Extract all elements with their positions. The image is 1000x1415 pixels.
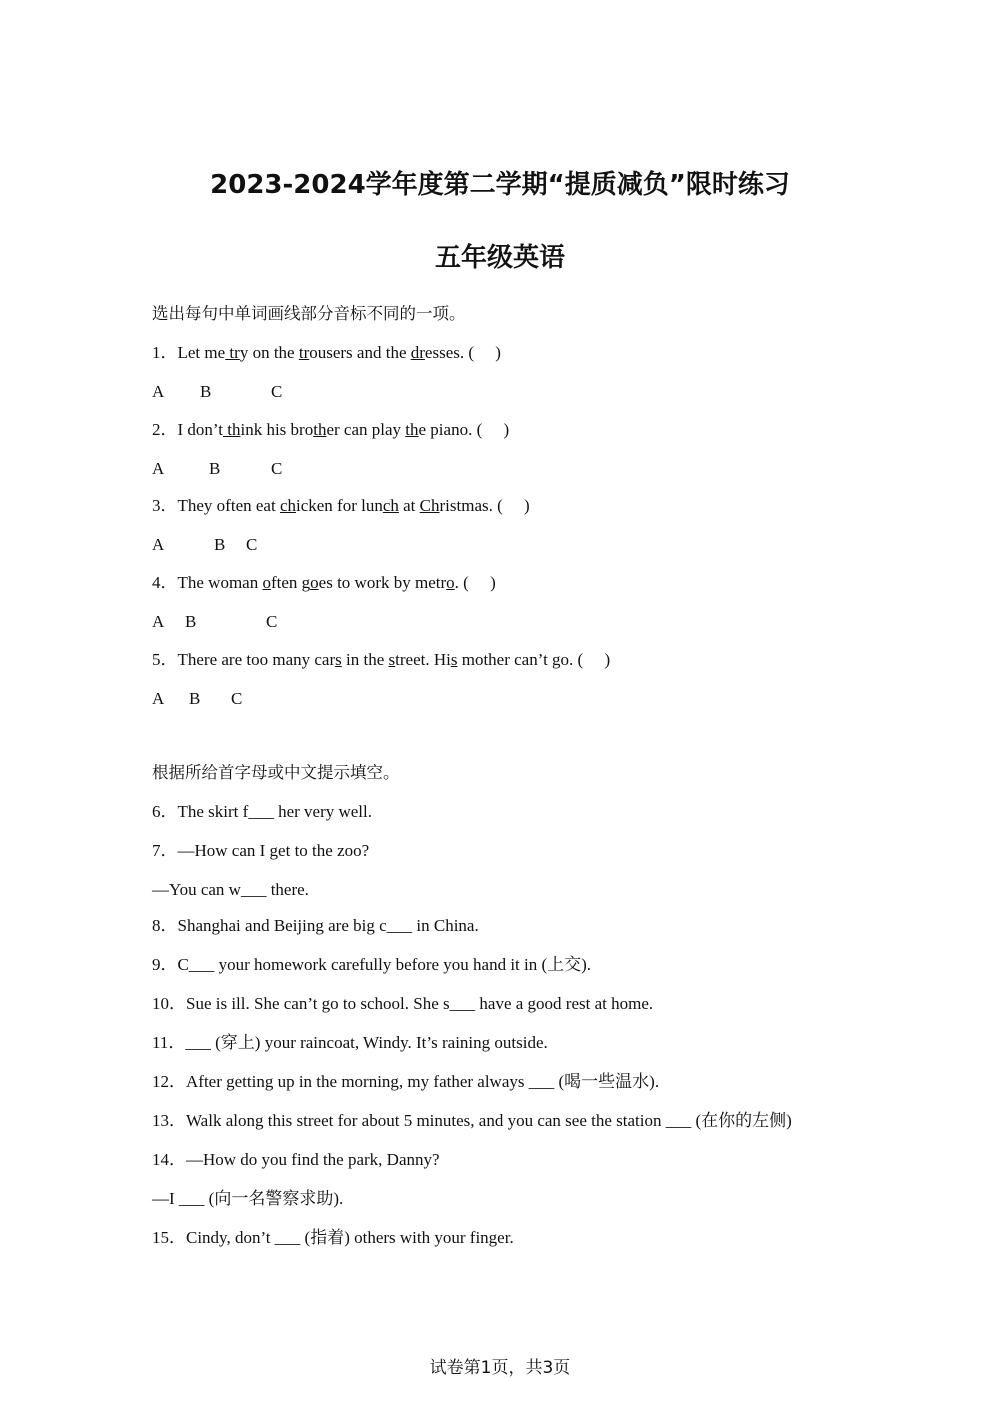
question-line: 6．The skirt f___ her very well. (152, 802, 372, 821)
question-line: 11．___ (穿上) your raincoat, Windy. It’s raining outside. (152, 1033, 548, 1052)
question-5-options (152, 688, 242, 710)
question-2: 2．I don’t think his brother can play the piano. ( ) (152, 420, 510, 439)
section1-instruction: 选出每句中单词画线部分音标不同的一项。 (152, 304, 466, 323)
question-3-options (152, 534, 257, 556)
question-4: 4．The woman often goes to work by metro. ( ) (152, 573, 496, 592)
option-label: A (152, 612, 165, 631)
question-5: 5．There are too many cars in the street. His mother can’t go. ( ) (152, 650, 611, 669)
question-2-options (152, 458, 282, 480)
page-footer: 试卷第1页，共3页 (429, 1358, 571, 1378)
option-label: A (152, 382, 165, 401)
option-label: B (185, 612, 197, 631)
section2-instruction: 根据所给首字母或中文提示填空。 (152, 763, 400, 782)
question-line: 10．Sue is ill. She can’t go to school. She s___ have a good rest at home. (152, 994, 654, 1013)
question-3: 3．They often eat chicken for lunch at Christmas. ( ) (152, 496, 530, 515)
option-label: C (266, 612, 278, 631)
question-4-options (152, 611, 277, 633)
question-line: 15．Cindy, don’t ___ (指着) others with your finger. (152, 1228, 514, 1247)
option-label: B (209, 459, 221, 478)
exam-title: 2023-2024学年度第二学期“提质减负”限时练习 (210, 170, 790, 200)
option-label: B (189, 689, 201, 708)
question-line: 12．After getting up in the morning, my father always ___ (喝一些温水). (152, 1072, 660, 1091)
question-line: 13．Walk along this street for about 5 minutes, and you can see the station ___ (在你的左侧) (152, 1111, 792, 1130)
question-line: 8．Shanghai and Beijing are big c___ in China. (152, 916, 479, 935)
question-line: 9．C___ your homework carefully before you hand it in (上交). (152, 955, 592, 974)
question-line: 14．—How do you find the park, Danny? (152, 1150, 440, 1169)
option-label: C (271, 382, 283, 401)
option-label: C (231, 689, 243, 708)
option-label: B (200, 382, 212, 401)
option-label: A (152, 689, 165, 708)
option-label: B (214, 535, 226, 554)
option-label: A (152, 459, 165, 478)
question-1-options (152, 381, 282, 403)
option-label: C (271, 459, 283, 478)
option-label: C (246, 535, 258, 554)
exam-subtitle: 五年级英语 (434, 243, 565, 273)
question-line: —You can w___ there. (152, 880, 309, 899)
question-1: 1．Let me try on the trousers and the dresses. ( ) (152, 343, 501, 362)
question-line: 7．—How can I get to the zoo? (152, 841, 370, 860)
question-line: —I ___ (向一名警察求助). (152, 1189, 344, 1208)
option-label: A (152, 535, 165, 554)
